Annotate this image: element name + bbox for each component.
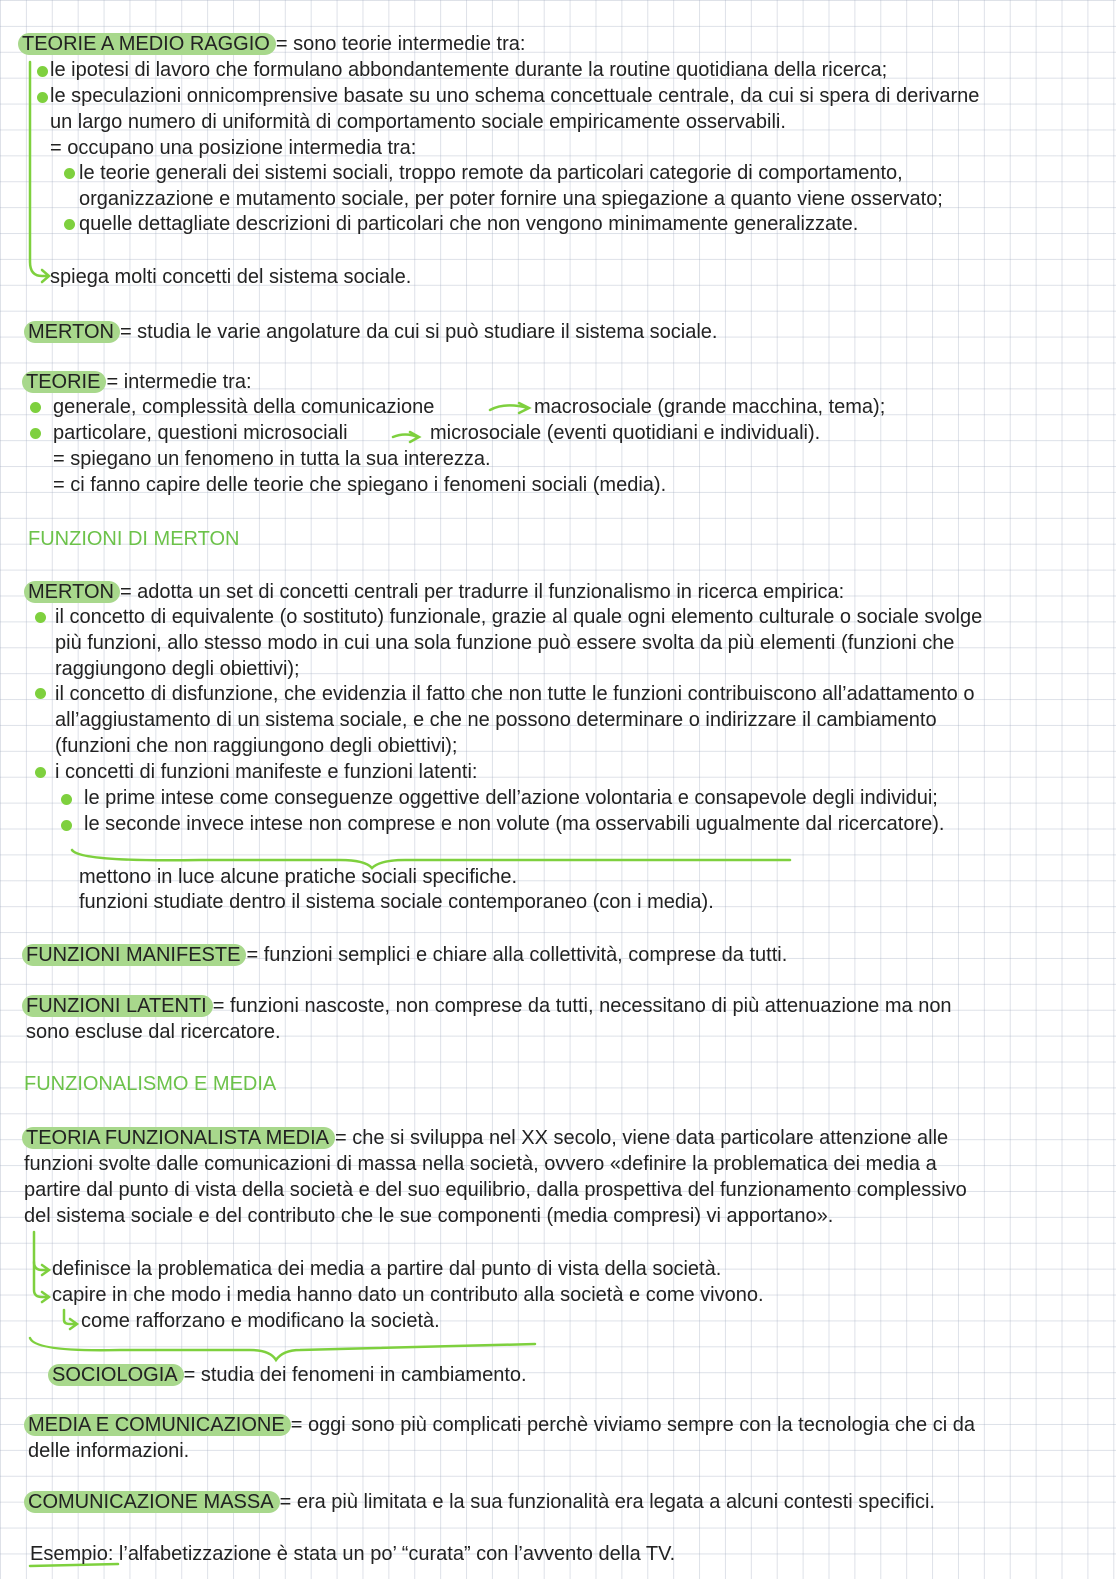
term-teorie: TEORIE	[22, 371, 106, 393]
term-teoria-funzionalista-media: TEORIA FUNZIONALISTA MEDIA	[22, 1127, 335, 1149]
para-esempio	[30, 1542, 675, 1566]
bullet-dot	[61, 820, 72, 831]
arrow-text: capire in che modo i media hanno dato un contributo alla società e come vivono.	[52, 1284, 764, 1306]
arrow-text: spiega molti concetti del sistema sociale.	[50, 266, 412, 288]
para-teoria-funzionalista	[26, 1126, 948, 1150]
bullet-dot	[35, 612, 46, 623]
bullet-dot	[30, 402, 41, 413]
para-sociologia	[52, 1363, 527, 1387]
para-funzioni-latenti	[26, 994, 952, 1018]
bullet-dot	[35, 688, 46, 699]
text: = adotta un set di concetti centrali per tradurre il funzionalismo in ricerca empirica:	[119, 581, 845, 603]
text: = spiegano un fenomeno in tutta la sua interezza.	[53, 448, 491, 470]
bullet-text: all’aggiustamento di un sistema sociale, e che ne possono determinare o indirizzare il cambiamento	[55, 709, 937, 731]
bullet-text: raggiungono degli obiettivi);	[55, 658, 300, 680]
term-merton: MERTON	[24, 581, 120, 603]
term-funzioni-latenti: FUNZIONI LATENTI	[22, 995, 213, 1017]
para-teorie-medio-raggio-title-line	[22, 32, 525, 56]
arrow-line-2	[34, 1262, 48, 1270]
arrow-text: come rafforzano e modificano la società.	[81, 1310, 440, 1332]
term-teorie-medio-raggio: TEORIE A MEDIO RAGGIO	[18, 33, 276, 55]
arrowhead-4	[70, 1319, 77, 1329]
text: = funzioni nascoste, non comprese da tutti, necessitano di più attenuazione ma non	[212, 995, 952, 1017]
sub-bullet-text: organizzazione e mutamento sociale, per poter fornire una spiegazione a quanto viene osservato;	[79, 188, 943, 210]
bullet-text: il concetto di disfunzione, che evidenzia il fatto che non tutte le funzioni contribuiscono all’adattamento o	[55, 683, 975, 705]
sub-bullet-text: quelle dettagliate descrizioni di particolari che non vengono minimamente generalizzate.	[79, 213, 859, 235]
arrowhead-2	[42, 1265, 49, 1275]
arrowhead-micro	[410, 432, 419, 442]
bullet-text: il concetto di equivalente (o sostituto) funzionale, grazie al quale ogni elemento culturale o sociale svolge	[55, 606, 983, 628]
text: = studia le varie angolature da cui si può studiare il sistema sociale.	[119, 321, 718, 343]
text: partire dal punto di vista della società e del suo equilibrio, dalla prospettiva del funzionamento complessivo	[24, 1179, 967, 1201]
text: del sistema sociale e del contributo che le sue componenti (media compresi) vi apportano».	[24, 1205, 834, 1227]
text: sono escluse dal ricercatore.	[26, 1021, 281, 1043]
bullet-dot	[37, 66, 48, 77]
bullet-dot	[64, 168, 75, 179]
text: = studia dei fenomeni in cambiamento.	[183, 1364, 527, 1386]
bullet-dot	[30, 428, 41, 439]
para-merton-2	[28, 580, 844, 604]
text: mettono in luce alcune pratiche sociali specifiche.	[79, 866, 518, 888]
para-comunicazione-massa	[28, 1490, 935, 1514]
bullet-text: più funzioni, allo stesso modo in cui una sola funzione può essere svolta da più elementi (funzioni che	[55, 632, 955, 654]
para-media-comunicazione	[28, 1413, 975, 1437]
arrow-text: definisce la problematica dei media a partire dal punto di vista della società.	[52, 1258, 722, 1280]
arrow-macro	[490, 405, 528, 410]
text-intro: = sono teorie intermedie tra:	[275, 33, 526, 55]
text: funzioni svolte dalle comunicazioni di massa nella società, ovvero «definire la problematica dei media a	[24, 1153, 937, 1175]
bullet-text: le ipotesi di lavoro che formulano abbondantemente durante la routine quotidiana della ricerca;	[50, 59, 888, 81]
term-merton: MERTON	[24, 321, 120, 343]
para-funzioni-manifeste	[26, 943, 787, 967]
text: = ci fanno capire delle teorie che spiegano i fenomeni sociali (media).	[53, 474, 667, 496]
text: = che si sviluppa nel XX secolo, viene data particolare attenzione alle	[335, 1127, 949, 1149]
text: delle informazioni.	[28, 1440, 190, 1462]
sub-bullet-text: le seconde invece intese non comprese e non volute (ma osservabili ugualmente dal ricercatore).	[84, 813, 945, 835]
term-media-comunicazione: MEDIA E COMUNICAZIONE	[24, 1414, 291, 1436]
bullet-dot	[61, 794, 72, 805]
term-comunicazione-massa: COMUNICAZIONE MASSA	[24, 1491, 280, 1513]
text: = era più limitata e la sua funzionalità era legata a alcuni contesti specifici.	[279, 1491, 935, 1513]
para-merton-1	[28, 320, 718, 344]
bracket-arrowhead	[42, 270, 49, 282]
heading-funzionalismo-media: FUNZIONALISMO E MEDIA	[24, 1073, 277, 1095]
text: = intermedie tra:	[106, 371, 252, 393]
bullet-text-right: microsociale (eventi quotidiani e individuali).	[430, 422, 821, 444]
sub-bullet-text: le prime intese come conseguenze oggettive dell’azione volontaria e consapevole degli individui;	[84, 787, 938, 809]
bullet-dot	[35, 767, 46, 778]
arrow-micro	[393, 435, 418, 438]
curly-brace-2	[30, 1338, 535, 1360]
bullet-text: un largo numero di uniformità di comportamento sociale empiricamente osservabili.	[50, 111, 786, 133]
para-teorie	[26, 370, 252, 394]
text: funzioni studiate dentro il sistema sociale contemporaneo (con i media).	[79, 891, 714, 913]
bullet-text: generale, complessità della comunicazione	[53, 396, 435, 418]
heading-funzioni-merton: FUNZIONI DI MERTON	[28, 528, 240, 550]
term-sociologia: SOCIOLOGIA	[48, 1364, 184, 1386]
bullet-dot	[64, 219, 75, 230]
bullet-text: i concetti di funzioni manifeste e funzioni latenti:	[55, 761, 478, 783]
bullet-text: particolare, questioni microsociali	[53, 422, 348, 444]
bullet-text-right: macrosociale (grande macchina, tema);	[534, 396, 886, 418]
bullet-text: (funzioni che non raggiungono degli obiettivi);	[55, 735, 458, 757]
arrow-line-1	[34, 1232, 48, 1297]
text: = oggi sono più complicati perchè viviamo sempre con la tecnologia che ci da	[290, 1414, 975, 1436]
term-funzioni-manifeste: FUNZIONI MANIFESTE	[22, 944, 246, 966]
bullet-text: le speculazioni onnicomprensive basate su uno schema concettuale centrale, da cui si spera di derivarne	[50, 85, 980, 107]
arrow-line-3	[64, 1310, 76, 1324]
bullet-dot	[37, 92, 48, 103]
text-occupano: = occupano una posizione intermedia tra:	[50, 137, 417, 159]
text: : l’alfabetizzazione è stata un po’ “curata” con l’avvento della TV.	[107, 1543, 676, 1565]
arrowhead-macro	[519, 403, 529, 413]
sub-bullet-text: le teorie generali dei sistemi sociali, troppo remote da particolari categorie di comportamento,	[79, 162, 903, 184]
label-esempio: Esempio	[30, 1543, 108, 1565]
arrowhead-3	[42, 1292, 49, 1302]
text: = funzioni semplici e chiare alla collettività, comprese da tutti.	[246, 944, 788, 966]
